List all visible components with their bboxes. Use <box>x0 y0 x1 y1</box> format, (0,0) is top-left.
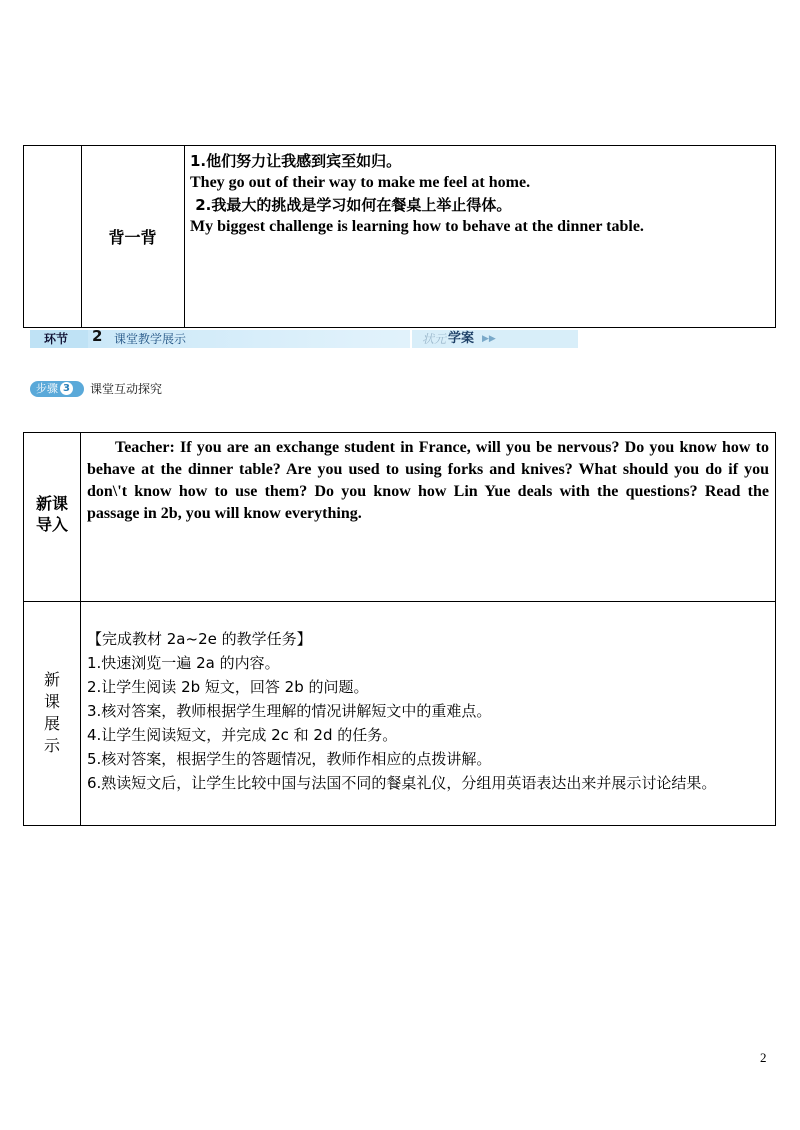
intro-text: Teacher: If you are an exchange student in France, will you be nervous? Do you know how to behave at the dinner table? Are you used to using forks and knives? What should you do if you don\'t know how to use them? Do you know how Lin Yue deals with the questions? Read the passage in 2b, you will know everything. <box>87 439 769 522</box>
sentence-1-en: They go out of their way to make me feel at home. <box>190 174 531 191</box>
banner-brand-a: 状元 <box>422 332 447 346</box>
task-list <box>87 627 769 795</box>
show-label: 新 课 展 示 <box>43 670 60 755</box>
step-badge <box>30 381 84 397</box>
banner-brand-b: 学案 <box>448 331 475 346</box>
task-item: 4.让学生阅读短文，并完成 2c 和 2d 的任务。 <box>87 726 398 744</box>
task-heading: 【完成教材 2a~2e 的教学任务】 <box>87 630 312 648</box>
task-item: 5.核对答案，根据学生的答题情况，教师作相应的点拨讲解。 <box>87 750 492 768</box>
lesson-table <box>23 432 776 826</box>
sentence-1-zh: 1.他们努力让我感到宾至如归。 <box>190 152 402 170</box>
sentence-2-en: My biggest challenge is learning how to behave at the dinner table. <box>190 218 644 235</box>
step-number: 3 <box>60 382 73 395</box>
memorize-table <box>23 145 776 328</box>
memorize-label: 背一背 <box>81 146 185 327</box>
banner-title: 课堂教学展示 <box>114 332 187 346</box>
empty-cell <box>24 146 82 327</box>
step-title: 课堂互动探究 <box>90 382 163 396</box>
task-item: 6.熟读短文后，让学生比较中国与法国不同的餐桌礼仪，分组用英语表达出来并展示讨论结果。 <box>87 774 717 792</box>
step-prefix: 步骤 <box>36 382 58 395</box>
section-banner <box>30 327 576 348</box>
memorize-content <box>190 150 769 238</box>
row-divider <box>24 601 775 602</box>
intro-label: 新课 导入 <box>35 494 68 534</box>
banner-prefix: 环节 <box>30 330 88 348</box>
banner-number: 2 <box>92 327 103 345</box>
task-item: 2.让学生阅读 2b 短文，回答 2b 的问题。 <box>87 678 369 696</box>
task-item: 1.快速浏览一遍 2a 的内容。 <box>87 654 280 672</box>
column-divider <box>80 433 81 825</box>
page-number: 2 <box>760 1050 767 1065</box>
task-item: 3.核对答案，教师根据学生理解的情况讲解短文中的重难点。 <box>87 702 492 720</box>
double-arrow-icon: ▶▶ <box>482 334 496 344</box>
sentence-2-zh: 2.我最大的挑战是学习如何在餐桌上举止得体。 <box>190 196 512 214</box>
